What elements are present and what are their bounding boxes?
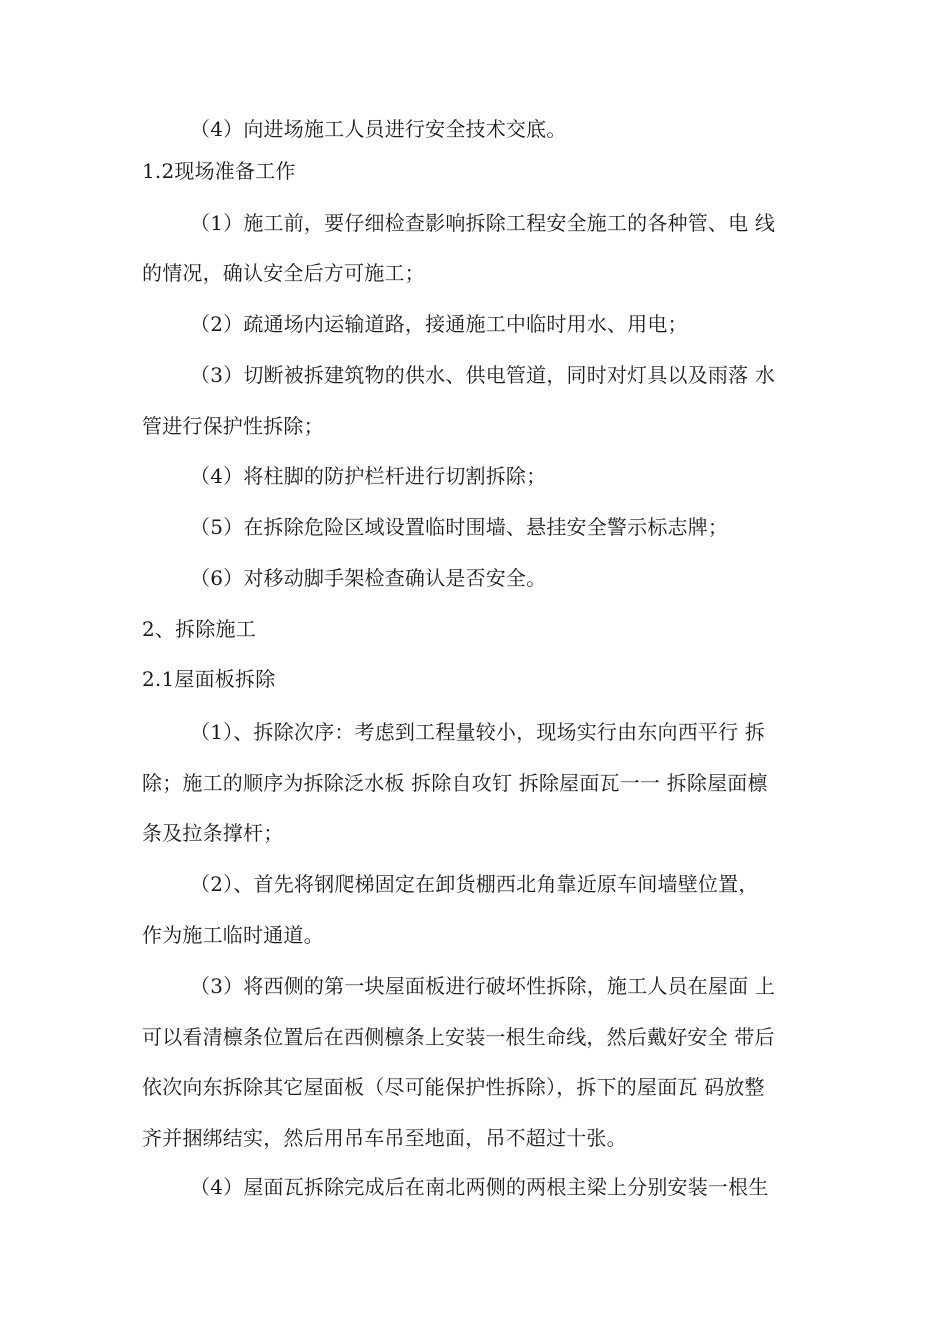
paragraph-line: 管进行保护性拆除； (142, 414, 324, 438)
section-heading: 2.1屋面板拆除 (142, 667, 276, 691)
paragraph-line: 依次向东拆除其它屋面板（尽可能保护性拆除），拆下的屋面瓦 码放整 (142, 1075, 765, 1099)
paragraph-line: （1）施工前，要仔细检查影响拆除工程安全施工的各种管、电 线 (190, 211, 776, 235)
paragraph-line: 的情况，确认安全后方可施工； (142, 261, 425, 285)
paragraph-line: （4）向进场施工人员进行安全技术交底。 (190, 117, 567, 141)
paragraph-line: 条及拉条撑杆； (142, 821, 284, 845)
paragraph-line: 可以看清檩条位置后在西侧檩条上安装一根生命线，然后戴好安全 带后 (142, 1025, 775, 1049)
paragraph-line: （6）对移动脚手架检查确认是否安全。 (190, 566, 547, 590)
paragraph-line: （3）将西侧的第一块屋面板进行破坏性拆除，施工人员在屋面 上 (190, 974, 776, 998)
paragraph-line: （2）疏通场内运输道路，接通施工中临时用水、用电； (190, 312, 688, 336)
paragraph-line: （3）切断被拆建筑物的供水、供电管道，同时对灯具以及雨落 水 (190, 363, 776, 387)
section-heading: 2、拆除施工 (142, 617, 256, 641)
section-heading: 1.2现场准备工作 (142, 159, 296, 183)
paragraph-line: 齐并捆绑结实，然后用吊车吊至地面，吊不超过十张。 (142, 1126, 627, 1150)
paragraph-line: 除；施工的顺序为拆除泛水板 拆除自攻钉 拆除屋面瓦一一 拆除屋面檩 (142, 771, 768, 795)
paragraph-line: （2）、首先将钢爬梯固定在卸货棚西北角靠近原车间墙壁位置， (190, 872, 759, 896)
paragraph-line: （4）屋面瓦拆除完成后在南北两侧的两根主梁上分别安装一根生 (190, 1175, 769, 1199)
paragraph-line: （1）、拆除次序：考虑到工程量较小，现场实行由东向西平行 拆 (190, 720, 766, 744)
paragraph-line: 作为施工临时通道。 (142, 923, 324, 947)
paragraph-line: （5）在拆除危险区域设置临时围墙、悬挂安全警示标志牌； (190, 515, 729, 539)
paragraph-line: （4）将柱脚的防护栏杆进行切割拆除； (190, 464, 547, 488)
